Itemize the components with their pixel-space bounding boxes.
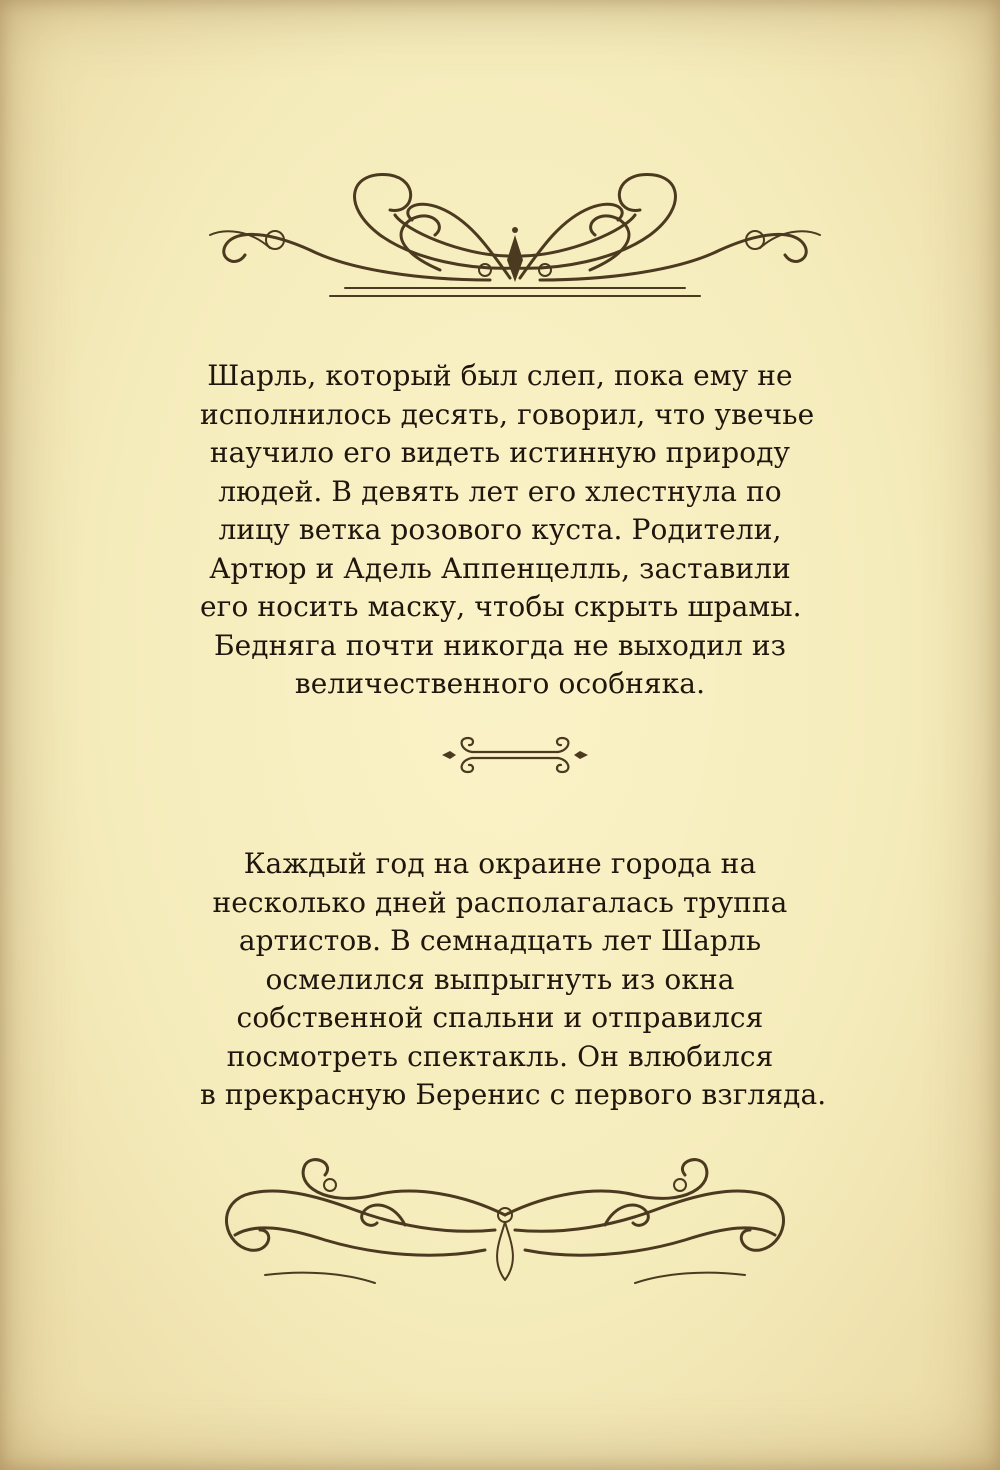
paragraph-line: несколько дней располагалась труппа — [212, 885, 788, 919]
paragraph-line: Шарль, который был слеп, пока ему не — [207, 359, 793, 392]
paragraph-line: осмелился выпрыгнуть из окна — [265, 962, 735, 996]
paragraph-line: его носить маску, чтобы скрыть шрамы. — [200, 590, 802, 623]
paragraph-line: посмотреть спектакль. Он влюбился — [226, 1039, 774, 1073]
paragraph-line: артистов. В семнадцать лет Шарль — [238, 924, 762, 957]
paragraph-line: Бедняга почти никогда не выходил из — [213, 628, 787, 662]
paragraph-line: в прекрасную Беренис с первого взгляда. — [200, 1078, 827, 1111]
paragraph-line: Артюр и Адель Аппенцелль, заставили — [209, 551, 791, 585]
story-paragraph-2 — [200, 845, 827, 1115]
paragraph-line: лицу ветка розового куста. Родители, — [218, 513, 782, 546]
story-paragraph-1 — [200, 357, 815, 704]
paragraph-line: людей. В девять лет его хлестнула по — [218, 474, 782, 508]
paragraph-line: собственной спальни и отправился — [236, 1001, 764, 1034]
bottom-flourish-ornament — [205, 1155, 805, 1290]
paragraph-line: величественного особняка. — [294, 667, 706, 700]
paragraph-line: Каждый год на окраине города на — [243, 847, 757, 880]
divider-flourish-ornament — [440, 730, 590, 780]
paragraph-line: научило его видеть истинную природу — [209, 436, 791, 469]
top-flourish-ornament — [190, 160, 840, 305]
paragraph-line: исполнилось десять, говорил, что увечье — [200, 397, 815, 431]
